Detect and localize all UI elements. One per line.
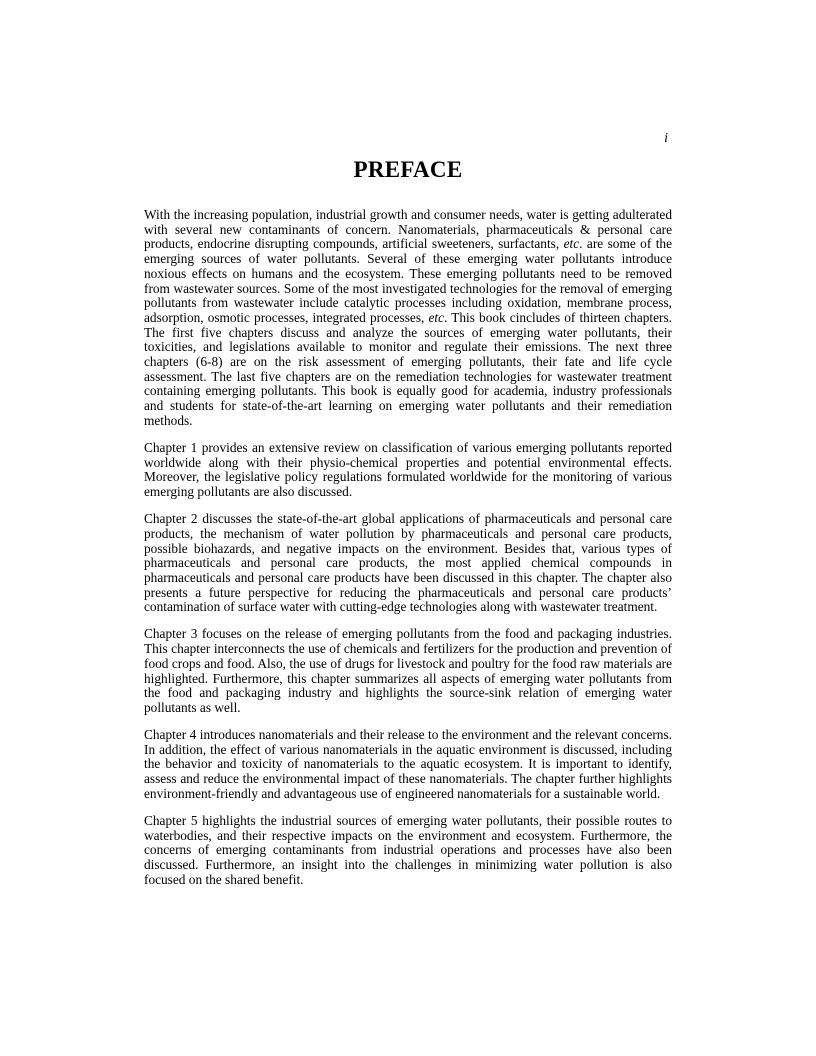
chapter-5-paragraph: Chapter 5 highlights the industrial sources of emerging water pollutants, their possible routes to waterbodies, and their respective impacts on the environment and ecosystem. Furthermore, the concerns of emerging contaminants from industrial operations and processes have also been discussed. Furthermore, an insight into the challenges in minimizing water pollution is also focused on the shared benefit. [144,812,672,887]
page-title: PREFACE [353,157,463,182]
intro-paragraph [144,208,672,429]
chapter-2-paragraph: Chapter 2 discusses the state-of-the-art global applications of pharmaceuticals and personal care products, the mechanism of water pollution by pharmaceuticals and personal care products, possible biohazards, and negative impacts on the environment. Besides that, various types of pharmaceuticals and personal care products, the most applied chemical compounds in pharmaceuticals and personal care products have been discussed in this chapter. The chapter also presents a future perspective for reducing the pharmaceuticals and personal care products’ contamination of surface water with cutting-edge technologies along with wastewater treatment. [144,511,672,615]
intro-text-part-2: . are some of the emerging sources of water pollutants. Several of these emerging water pollutants introduce noxious effects on humans and the ecosystem. These emerging pollutants need to be removed from wastewater sources. Some of the most investigated technologies for the removal of emerging pollutants from wastewater include catalytic processes including oxidation, membrane process, adsorption, osmotic processes, integrated processes, [144,236,672,325]
intro-etc-1: etc [563,236,580,252]
preface-body [144,208,672,900]
chapter-1-paragraph: Chapter 1 provides an extensive review on classification of various emerging pollutants reported worldwide along with their physio-chemical properties and potential environmental effects. Moreover, the legislative policy regulations formulated worldwide for the monitoring of various emerging pollutants are also discussed. [144,439,672,500]
intro-text-part-3: . This book cincludes of thirteen chapters. The first five chapters discuss and analyze the sources of emerging water pollutants, their toxicities, and legislations available to monitor and regulate their emissions. The next three chapters (6-8) are on the risk assessment of emerging pollutants, their fate and life cycle assessment. The last five chapters are on the remediation technologies for wastewater treatment containing emerging pollutants. This book is equally good for academia, industry professionals and students for state-of-the-art learning on emerging water pollutants and their remediation methods. [144,309,673,428]
chapter-3-paragraph: Chapter 3 focuses on the release of emerging pollutants from the food and packaging industries. This chapter interconnects the use of chemicals and fertilizers for the production and prevention of food crops and food. Also, the use of drugs for livestock and poultry for the food raw materials are highlighted. Furthermore, this chapter summarizes all aspects of emerging water pollutants from the food and packaging industry and highlights the source-sink relation of emerging water pollutants as well. [144,626,672,715]
intro-etc-2: etc [428,309,445,325]
intro-text-part-1: With the increasing population, industrial growth and consumer needs, water is getting adulterated with several new contaminants of concern. Nanomaterials, pharmaceuticals & personal care products, endocrine disrupting compounds, artificial sweeteners, surfactants, [144,207,672,252]
page-number: i [664,131,668,146]
chapter-4-paragraph: Chapter 4 introduces nanomaterials and their release to the environment and the relevant concerns. In addition, the effect of various nanomaterials in the aquatic environment is discussed, including the behavior and toxicity of nanomaterials to the aquatic ecosystem. It is important to identify, assess and reduce the environmental impact of these nanomaterials. The chapter further highlights environment-friendly and advantageous use of engineered nanomaterials for a sustainable world. [144,727,672,801]
